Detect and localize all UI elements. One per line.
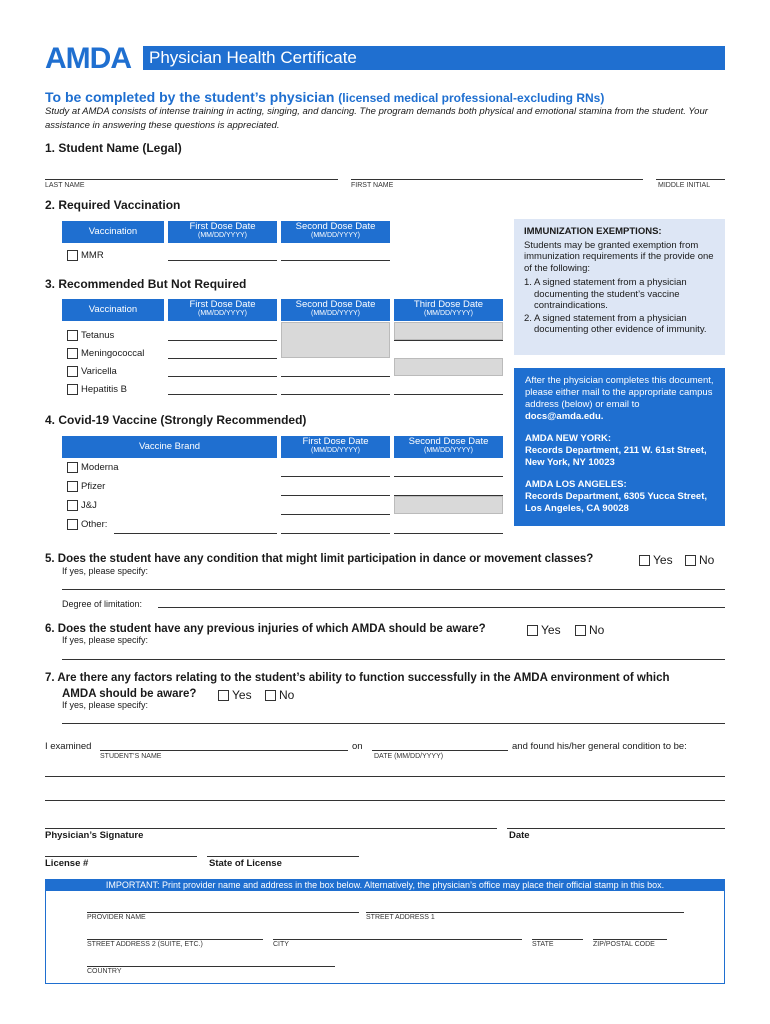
degree-label: Degree of limitation: — [62, 599, 143, 609]
zip-field[interactable] — [593, 939, 667, 940]
q5-no-label: No — [699, 553, 715, 567]
middle-initial-field[interactable] — [656, 179, 725, 180]
third-dose-header — [394, 299, 503, 321]
second-dose-header — [394, 436, 503, 458]
vaccination-header: Vaccination — [62, 221, 164, 243]
q6-yes[interactable] — [527, 623, 561, 637]
second-dose-label: Second Dose Date — [295, 299, 376, 310]
date-format: (MM/DD/YYYY) — [198, 232, 247, 239]
varicella-second-dose-field[interactable] — [281, 376, 390, 377]
first-dose-header — [168, 221, 277, 243]
date-format: (MM/DD/YYYY) — [311, 232, 360, 239]
q6-no-checkbox[interactable] — [575, 625, 586, 636]
first-dose-header — [281, 436, 390, 458]
mailing-intro-text: After the physician completes this document, please either mail to the appropriate campus address (below) or email to — [525, 375, 714, 410]
q5-yes-checkbox[interactable] — [639, 555, 650, 566]
q7-no-label: No — [279, 688, 295, 702]
mmr-first-dose-field[interactable] — [168, 260, 277, 261]
q6-no-label: No — [589, 623, 605, 637]
disabled-cell — [281, 322, 390, 358]
subtitle-main: To be completed by the student’s physician — [45, 89, 335, 105]
exemption-item-1: 1. A signed statement from a physician documenting the student’s vaccine contraindications. — [524, 277, 687, 311]
third-dose-label: Third Dose Date — [413, 299, 484, 310]
moderna-label: Moderna — [81, 462, 119, 474]
other-second-dose-field[interactable] — [394, 533, 503, 534]
disabled-cell — [394, 322, 503, 340]
provider-name-label: PROVIDER NAME — [87, 914, 146, 921]
street-address-1-label: STREET ADDRESS 1 — [366, 914, 435, 921]
other-first-dose-field[interactable] — [281, 533, 390, 534]
mmr-checkbox[interactable] — [67, 250, 78, 261]
q5-yes[interactable] — [639, 553, 673, 567]
other-label: Other: — [81, 519, 108, 531]
section-1-title: 1. Student Name (Legal) — [45, 141, 182, 155]
subtitle-paren: (licensed medical professional-excluding RNs) — [338, 91, 605, 105]
street-address-2-field[interactable] — [87, 939, 263, 940]
first-dose-label: First Dose Date — [189, 221, 256, 232]
exemptions-panel — [514, 219, 725, 355]
q5-specify-label: If yes, please specify: — [62, 566, 149, 576]
mmr-second-dose-field[interactable] — [281, 260, 390, 261]
q5-specify-field[interactable] — [62, 589, 725, 590]
la-address: Records Department, 6305 Yucca Street, Los Angeles, CA 90028 — [525, 491, 707, 514]
provider-name-field[interactable] — [87, 912, 359, 913]
page-title: Physician Health Certificate — [143, 46, 725, 70]
section-3-title: 3. Recommended But Not Required — [45, 277, 247, 291]
q7-yes-label: Yes — [232, 688, 252, 702]
meningococcal-checkbox[interactable] — [67, 348, 78, 359]
q7-specify-label: If yes, please specify: — [62, 700, 149, 710]
date-format: (MM/DD/YYYY) — [311, 447, 360, 454]
provider-box — [45, 879, 725, 984]
question-7-line-2: AMDA should be aware? — [62, 688, 197, 700]
exemptions-title: IMMUNIZATION EXEMPTIONS: — [524, 226, 662, 237]
first-name-field[interactable] — [351, 179, 643, 180]
on-label: on — [352, 741, 363, 752]
mailing-panel — [514, 368, 725, 526]
condition-field-1[interactable] — [45, 776, 725, 777]
student-name-label: STUDENT’S NAME — [100, 753, 162, 760]
last-name-label: LAST NAME — [45, 182, 85, 189]
q7-no[interactable] — [265, 688, 294, 702]
varicella-label: Varicella — [81, 366, 117, 378]
meningococcal-label: Meningococcal — [81, 348, 145, 360]
q7-specify-field[interactable] — [62, 723, 725, 724]
varicella-checkbox[interactable] — [67, 366, 78, 377]
jj-label: J&J — [81, 500, 97, 512]
last-name-field[interactable] — [45, 179, 338, 180]
exam-date-label: DATE (MM/DD/YYYY) — [374, 753, 444, 760]
mmr-row[interactable] — [67, 250, 104, 261]
disabled-cell — [394, 358, 503, 376]
q7-yes-checkbox[interactable] — [218, 690, 229, 701]
date-format: (MM/DD/YYYY) — [198, 310, 247, 317]
q7-no-checkbox[interactable] — [265, 690, 276, 701]
q6-specify-label: If yes, please specify: — [62, 635, 149, 645]
state-of-license-label: State of License — [209, 858, 282, 869]
exemptions-body: Students may be granted exemption from immunization requirements if the provide one of the following: — [524, 239, 714, 274]
second-dose-label: Second Dose Date — [295, 221, 376, 232]
tetanus-label: Tetanus — [81, 330, 115, 342]
intro-text: Study at AMDA consists of intense training in acting, singing, and dancing. The program demands both physical and emotional stamina from the student. Your assistance in answering these questions is appreciated. — [45, 106, 708, 131]
ny-address: Records Department, 211 W. 61st Street, New York, NY 10023 — [525, 445, 707, 468]
city-label: CITY — [273, 941, 289, 948]
vaccination-header: Vaccination — [62, 299, 164, 321]
pfizer-checkbox[interactable] — [67, 481, 78, 492]
q6-specify-field[interactable] — [62, 659, 725, 660]
city-field[interactable] — [273, 939, 522, 940]
state-field[interactable] — [532, 939, 583, 940]
moderna-checkbox[interactable] — [67, 462, 78, 473]
mmr-label: MMR — [81, 250, 104, 262]
state-label: STATE — [532, 941, 554, 948]
q7-yes[interactable] — [218, 688, 252, 702]
hepatitis-b-row[interactable] — [67, 384, 127, 395]
tetanus-checkbox[interactable] — [67, 330, 78, 341]
hepatitis-b-first-dose-field[interactable] — [168, 394, 277, 395]
degree-field[interactable] — [158, 607, 725, 608]
email-link[interactable]: docs@amda.edu. — [525, 411, 604, 422]
jj-checkbox[interactable] — [67, 500, 78, 511]
found-label: and found his/her general condition to be: — [512, 741, 687, 752]
exemption-item-2: 2. A signed statement from a physician documenting other evidence of immunity. — [524, 312, 707, 335]
zip-label: ZIP/POSTAL CODE — [593, 941, 655, 948]
country-field[interactable] — [87, 966, 335, 967]
tetanus-first-dose-field[interactable] — [168, 340, 277, 341]
disabled-cell — [394, 496, 503, 514]
la-title: AMDA LOS ANGELES: — [525, 479, 627, 490]
other-checkbox[interactable] — [67, 519, 78, 530]
student-name-field[interactable] — [100, 750, 348, 751]
license-field[interactable] — [45, 856, 197, 857]
q6-no[interactable] — [575, 623, 604, 637]
moderna-row[interactable] — [67, 462, 119, 473]
other-row[interactable] — [67, 519, 107, 530]
state-of-license-field[interactable] — [207, 856, 359, 857]
q6-yes-label: Yes — [541, 623, 561, 637]
date-format: (MM/DD/YYYY) — [311, 310, 360, 317]
q5-no[interactable] — [685, 553, 714, 567]
q6-yes-checkbox[interactable] — [527, 625, 538, 636]
signature-date-field[interactable] — [507, 828, 725, 829]
condition-field-2[interactable] — [45, 800, 725, 801]
hepatitis-b-second-dose-field[interactable] — [281, 394, 390, 395]
ny-title: AMDA NEW YORK: — [525, 433, 612, 444]
country-label: COUNTRY — [87, 968, 122, 975]
pfizer-label: Pfizer — [81, 481, 106, 493]
tetanus-third-dose-field[interactable] — [394, 340, 503, 341]
first-dose-header — [168, 299, 277, 321]
second-dose-label: Second Dose Date — [408, 436, 489, 447]
varicella-row[interactable] — [67, 366, 117, 377]
license-label: License # — [45, 858, 89, 869]
middle-initial-label: MIDDLE INITIAL — [658, 182, 711, 189]
first-dose-label: First Dose Date — [189, 299, 256, 310]
street-address-2-label: STREET ADDRESS 2 (SUITE, ETC.) — [87, 941, 203, 948]
other-brand-field[interactable] — [114, 533, 277, 534]
vaccine-brand-header: Vaccine Brand — [62, 436, 277, 458]
date-format: (MM/DD/YYYY) — [424, 447, 473, 454]
date-format: (MM/DD/YYYY) — [424, 310, 473, 317]
second-dose-header — [281, 221, 390, 243]
street-address-1-field[interactable] — [366, 912, 684, 913]
jj-row[interactable] — [67, 500, 97, 511]
hepatitis-b-third-dose-field[interactable] — [394, 394, 503, 395]
pfizer-row[interactable] — [67, 481, 105, 492]
signature-label: Physician’s Signature — [45, 830, 144, 841]
amda-logo: AMDA — [45, 42, 131, 75]
exam-date-field[interactable] — [372, 750, 508, 751]
signature-field[interactable] — [45, 828, 497, 829]
varicella-first-dose-field[interactable] — [168, 376, 277, 377]
question-5: 5. Does the student have any condition that might limit participation in dance or movement classes? — [45, 553, 594, 565]
q5-yes-label: Yes — [653, 553, 673, 567]
q5-no-checkbox[interactable] — [685, 555, 696, 566]
hepatitis-b-label: Hepatitis B — [81, 384, 127, 396]
mailing-intro — [525, 375, 714, 423]
pfizer-first-dose-field[interactable] — [281, 495, 390, 496]
first-dose-label: First Dose Date — [302, 436, 369, 447]
question-6: 6. Does the student have any previous injuries of which AMDA should be aware? — [45, 623, 486, 635]
moderna-second-dose-field[interactable] — [394, 476, 503, 477]
jj-first-dose-field[interactable] — [281, 514, 390, 515]
section-2-title: 2. Required Vaccination — [45, 198, 181, 212]
tetanus-row[interactable] — [67, 330, 114, 341]
examined-label: I examined — [45, 741, 92, 752]
meningococcal-first-dose-field[interactable] — [168, 358, 277, 359]
question-7-line-1: 7. Are there any factors relating to the student’s ability to function successfully in the AMDA environment of which — [45, 672, 670, 684]
hepatitis-b-checkbox[interactable] — [67, 384, 78, 395]
second-dose-header — [281, 299, 390, 321]
meningococcal-row[interactable] — [67, 348, 144, 359]
provider-important-note: IMPORTANT: Print provider name and address in the box below. Alternatively, the physician’s office may place their official stamp in this box. — [45, 879, 725, 891]
subtitle — [45, 89, 604, 105]
section-4-title: 4. Covid-19 Vaccine (Strongly Recommended) — [45, 413, 307, 427]
first-name-label: FIRST NAME — [351, 182, 394, 189]
moderna-first-dose-field[interactable] — [281, 476, 390, 477]
signature-date-label: Date — [509, 830, 530, 841]
